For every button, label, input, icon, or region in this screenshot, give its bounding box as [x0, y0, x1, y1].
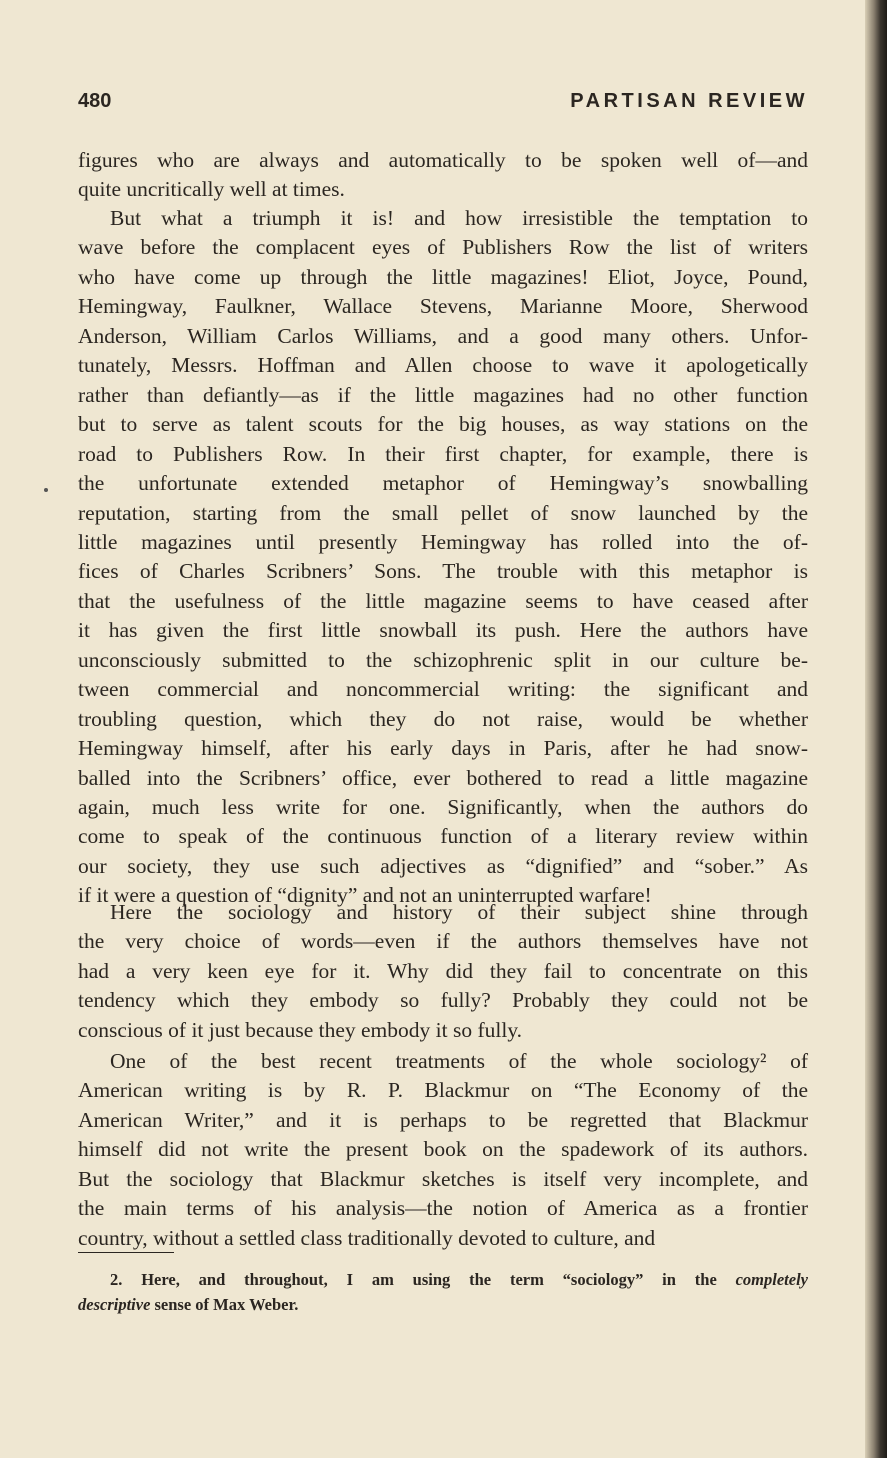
- text-line: quite uncritically well at times.: [78, 177, 345, 202]
- text-line: if it were a question of “dignity” and not an uninterrupted warfare!: [78, 883, 652, 908]
- text-line: But what a triumph it is! and how irresistible the temptation to: [110, 206, 808, 230]
- footnote-line: [78, 1268, 808, 1292]
- text-line: himself did not write the present book on the spadework of its authors.: [78, 1137, 808, 1162]
- text-line: but to serve as talent scouts for the big houses, as way stations on the: [78, 412, 808, 437]
- text-line: rather than defiantly—as if the little magazines had no other function: [78, 382, 808, 407]
- text-line: Hemingway, Faulkner, Wallace Stevens, Marianne Moore, Sherwood: [78, 294, 808, 319]
- text-line: our society, they use such adjectives as “dignified” and “sober.” As: [78, 853, 808, 878]
- margin-mark: [44, 488, 48, 492]
- text-line: fices of Charles Scribners’ Sons. The trouble with this metaphor is: [78, 559, 808, 584]
- text-line: country, without a settled class traditionally devoted to culture, and: [78, 1225, 656, 1250]
- text-line: road to Publishers Row. In their first chapter, for example, there is: [78, 441, 808, 466]
- text-line: wave before the complacent eyes of Publishers Row the list of writers: [78, 235, 808, 260]
- footnote-italic: completely: [735, 1270, 808, 1289]
- text-line: American Writer,” and it is perhaps to be regretted that Blackmur: [78, 1107, 808, 1132]
- text-line: One of the best recent treatments of the whole sociology² of: [110, 1049, 808, 1073]
- text-line: balled into the Scribners’ office, ever bothered to read a little magazine: [78, 765, 808, 790]
- text-line: tendency which they embody so fully? Probably they could not be: [78, 988, 808, 1013]
- footnote-line: [78, 1293, 808, 1317]
- footnote-rule: [78, 1252, 174, 1253]
- text-line: tween commercial and noncommercial writing: the significant and: [78, 677, 808, 702]
- book-binding-edge: [865, 0, 887, 1458]
- text-line: troubling question, which they do not raise, would be whether: [78, 706, 808, 731]
- footnote-text: sense of Max Weber.: [150, 1295, 299, 1314]
- text-line: the very choice of words—even if the authors themselves have not: [78, 929, 808, 954]
- text-line: unconsciously submitted to the schizophrenic split in our culture be-: [78, 647, 808, 672]
- text-line: again, much less write for one. Significantly, when the authors do: [78, 795, 808, 819]
- text-line: figures who are always and automatically to be spoken well of—and: [78, 148, 808, 172]
- footnote-text: 2. Here, and throughout, I am using the term “sociology” in the: [110, 1270, 736, 1289]
- text-line: little magazines until presently Hemingway has rolled into the of-: [78, 529, 808, 554]
- text-line: conscious of it just because they embody it so fully.: [78, 1017, 523, 1042]
- text-line: Anderson, William Carlos Williams, and a good many others. Unfor-: [78, 323, 808, 348]
- text-line: Here the sociology and history of their subject shine through: [110, 900, 808, 924]
- text-line: come to speak of the continuous function of a literary review within: [78, 824, 808, 849]
- text-line: the main terms of his analysis—the notion of America as a frontier: [78, 1196, 808, 1221]
- footnote-italic: descriptive: [78, 1295, 151, 1314]
- running-header: [78, 90, 808, 120]
- text-line: had a very keen eye for it. Why did they fail to concentrate on this: [78, 958, 808, 983]
- text-line: that the usefulness of the little magazine seems to have ceased after: [78, 588, 808, 613]
- text-line: American writing is by R. P. Blackmur on “The Economy of the: [78, 1078, 808, 1103]
- text-line: tunately, Messrs. Hoffman and Allen choose to wave it apologetically: [78, 353, 808, 378]
- text-line: the unfortunate extended metaphor of Hemingway’s snowballing: [78, 471, 808, 496]
- text-line: reputation, starting from the small pellet of snow launched by the: [78, 500, 808, 525]
- text-line: it has given the first little snowball its push. Here the authors have: [78, 618, 808, 643]
- text-line: But the sociology that Blackmur sketches is itself very incomplete, and: [78, 1166, 808, 1191]
- journal-title: PARTISAN REVIEW: [570, 90, 808, 112]
- page-number: 480: [78, 90, 112, 112]
- text-line: who have come up through the little magazines! Eliot, Joyce, Pound,: [78, 264, 808, 289]
- text-line: Hemingway himself, after his early days in Paris, after he had snow-: [78, 736, 808, 761]
